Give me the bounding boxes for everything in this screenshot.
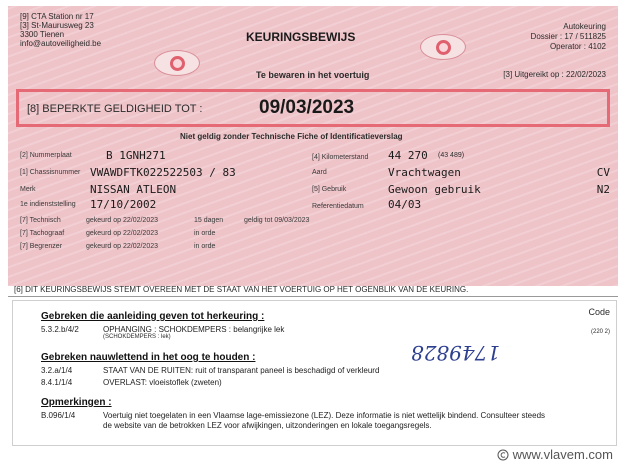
defect-description: STAAT VAN DE RUITEN: ruit of transparant paneel is beschadigd of verkleurd <box>103 366 380 375</box>
watermark-text: www.vlavem.com <box>512 447 613 462</box>
make-label: Merk <box>20 186 36 193</box>
defect-description: OVERLAST: vloeistoflek (zweten) <box>103 378 222 387</box>
watch-defects-title: Gebreken nauwlettend in het oog te houden : <box>41 352 256 363</box>
inspection-extra: 15 dagen <box>194 217 224 224</box>
remark-text: Voertuig niet toegelaten in een Vlaamse lage-emissiezone (LEZ). Deze informatie is niet wettelijk bindend. Consulteer steeds <box>103 411 546 420</box>
inspection-extra2: geldig tot 09/03/2023 <box>244 217 310 224</box>
remark-code: B.096/1/4 <box>41 411 76 420</box>
dossier-number: Dossier : 17 / 511825 <box>530 32 606 41</box>
chassis-label: [1] Chassisnummer <box>20 169 81 176</box>
defect-description: OPHANGING : SCHOKDEMPERS : belangrijke lek <box>103 325 285 334</box>
divider <box>8 296 618 297</box>
operator-number: Operator : 4102 <box>549 42 606 51</box>
inspection-label: [7] Technisch <box>20 217 61 224</box>
usage-code: N2 <box>596 183 610 196</box>
first-registration-label: 1e indienststelling <box>20 201 76 208</box>
document-title: KEURINGSBEWIJS <box>246 30 356 44</box>
chassis-value: VWAWDFTK022522503 / 83 <box>90 166 236 179</box>
eye-logo-icon <box>154 50 200 76</box>
vehicle-kind-label: Aard <box>312 169 327 176</box>
eye-logo-icon <box>420 34 466 60</box>
conformity-statement: [6] DIT KEURINGSBEWIJS STEMT OVEREEN MET DE STAAT VAN HET VOERTUIG OP HET OGENBLIK VAN DE KEURING. <box>14 285 469 294</box>
inspection-status: gekeurd op 22/02/2023 <box>86 243 159 250</box>
inspection-extra: in orde <box>194 230 216 237</box>
usage-value: Gewoon gebruik <box>388 183 481 196</box>
inspection-certificate <box>8 6 618 286</box>
mileage-label: [4] Kilometerstand <box>312 154 369 161</box>
station-name: [9] CTA Station nr 17 <box>20 12 94 21</box>
defect-reference: (220 2) <box>590 329 610 335</box>
limited-validity-box <box>16 89 610 127</box>
defect-code: 8.4.1/1/4 <box>41 378 73 387</box>
vehicle-kind-code: CV <box>596 166 610 179</box>
rejection-defects-title: Gebreken die aanleiding geven tot herkeuring : <box>41 311 265 322</box>
mileage-previous: (43 489) <box>438 152 465 159</box>
station-city: 3300 Tienen <box>20 30 65 39</box>
remark-text-continued: de website van de betrokken LEZ voor afwijkingen, uitzonderingen en lokale toegangsregels. <box>103 421 432 430</box>
inspection-label: [7] Tachograaf <box>20 230 65 237</box>
station-email: info@autoveiligheid.be <box>20 39 102 48</box>
inspection-status: gekeurd op 22/02/2023 <box>86 230 159 237</box>
reference-date-label: Referentiedatum <box>312 203 364 210</box>
defect-code: 3.2.a/1/4 <box>41 366 73 375</box>
document-subtitle: Te bewaren in het voertuig <box>256 70 370 80</box>
remarks-title: Opmerkingen : <box>41 397 112 408</box>
issue-date: [3] Uitgereikt op : 22/02/2023 <box>503 70 606 79</box>
make-value: NISSAN ATLEON <box>90 183 177 196</box>
inspection-type: Autokeuring <box>563 22 606 31</box>
watermark <box>493 446 617 463</box>
mileage-value: 44 270 <box>388 149 428 162</box>
reference-date-value: 04/03 <box>388 198 422 211</box>
plate-label: [2] Nummerplaat <box>20 152 72 159</box>
not-valid-note: Niet geldig zonder Technische Fiche of Identificatieverslag <box>180 132 403 141</box>
defect-code: 5.3.2.b/4/2 <box>41 325 79 334</box>
first-registration-value: 17/10/2002 <box>90 198 157 211</box>
plate-value: B 1GNH271 <box>106 149 166 162</box>
vehicle-kind-value: Vrachtwagen <box>388 166 461 179</box>
defects-panel <box>12 300 617 446</box>
station-street: [3] St-Maurusweg 23 <box>20 21 94 30</box>
usage-label: [5] Gebruik <box>312 186 347 193</box>
handwritten-number: 1749828 <box>411 341 501 365</box>
code-header: Code <box>588 307 610 317</box>
copyright-icon <box>497 449 509 461</box>
inspection-extra: in orde <box>194 243 216 250</box>
limited-validity-date: 09/03/2023 <box>259 97 355 118</box>
inspection-status: gekeurd op 22/02/2023 <box>86 217 159 224</box>
limited-validity-label: [8] BEPERKTE GELDIGHEID TOT : <box>27 103 203 115</box>
defect-subdescription: (SCHOKDEMPERS : lek) <box>103 334 171 340</box>
inspection-label: [7] Begrenzer <box>20 243 63 250</box>
